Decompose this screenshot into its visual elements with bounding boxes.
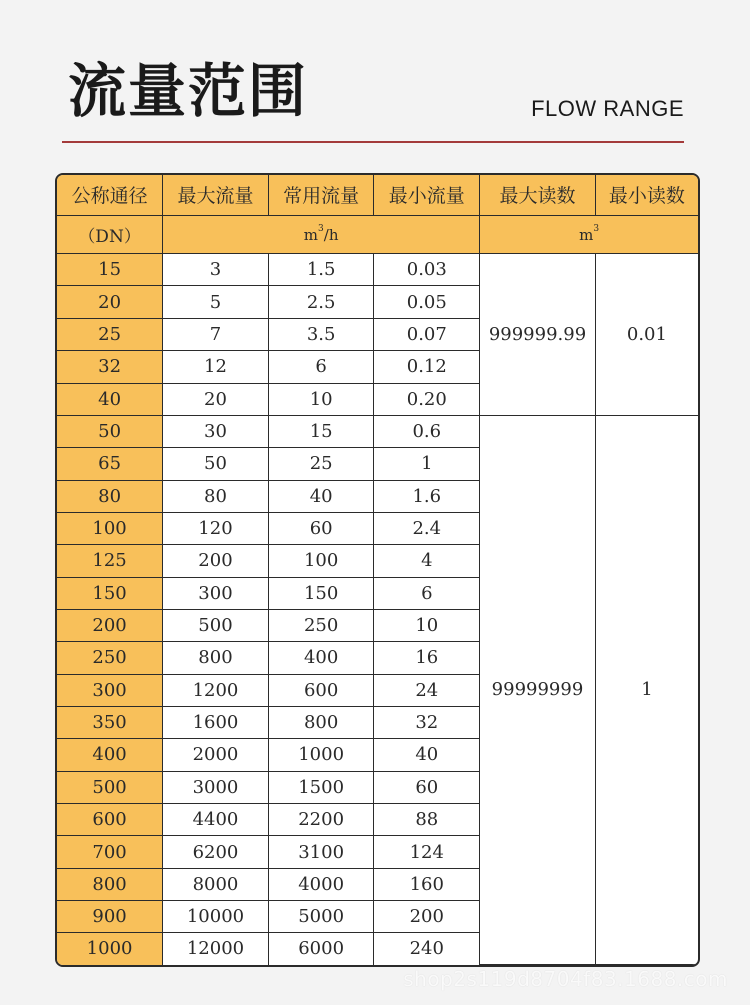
max-flow-cell: 2000 [163, 739, 269, 771]
flow-unit-base: m [303, 225, 319, 244]
common-flow-cell: 1.5 [268, 254, 374, 286]
min-flow-cell: 200 [374, 901, 480, 933]
max-flow-cell: 12 [163, 351, 269, 383]
common-flow-cell: 100 [268, 545, 374, 577]
flow-unit-exponent: 3 [318, 223, 324, 234]
max-reading-cell: 999999.99 [480, 254, 596, 416]
common-flow-cell: 2.5 [268, 286, 374, 318]
flow-range-table [57, 175, 698, 965]
min-reading-cell: 1 [595, 415, 698, 964]
dn-cell: 800 [57, 868, 163, 900]
common-flow-cell: 6 [268, 351, 374, 383]
min-flow-cell: 0.20 [374, 383, 480, 415]
min-flow-cell: 124 [374, 836, 480, 868]
dn-cell: 100 [57, 512, 163, 544]
min-flow-cell: 0.05 [374, 286, 480, 318]
max-flow-cell: 3000 [163, 771, 269, 803]
dn-cell: 25 [57, 318, 163, 350]
min-flow-cell: 10 [374, 609, 480, 641]
dn-cell: 40 [57, 383, 163, 415]
header-max-reading: 最大读数 [480, 175, 596, 215]
dn-cell: 700 [57, 836, 163, 868]
header-min-reading: 最小读数 [595, 175, 698, 215]
header-min-flow: 最小流量 [374, 175, 480, 215]
min-flow-cell: 240 [374, 933, 480, 965]
dn-cell: 400 [57, 739, 163, 771]
common-flow-cell: 15 [268, 415, 374, 447]
max-flow-cell: 50 [163, 448, 269, 480]
max-flow-cell: 1600 [163, 706, 269, 738]
dn-cell: 32 [57, 351, 163, 383]
reading-unit [480, 215, 698, 253]
table-row [57, 415, 698, 447]
flow-unit [163, 215, 480, 253]
min-flow-cell: 1 [374, 448, 480, 480]
max-flow-cell: 12000 [163, 933, 269, 965]
min-flow-cell: 60 [374, 771, 480, 803]
min-flow-cell: 1.6 [374, 480, 480, 512]
common-flow-cell: 3100 [268, 836, 374, 868]
max-flow-cell: 6200 [163, 836, 269, 868]
max-flow-cell: 120 [163, 512, 269, 544]
min-flow-cell: 0.07 [374, 318, 480, 350]
dn-cell: 15 [57, 254, 163, 286]
header-common-flow: 常用流量 [268, 175, 374, 215]
dn-cell: 65 [57, 448, 163, 480]
common-flow-cell: 60 [268, 512, 374, 544]
dn-cell: 150 [57, 577, 163, 609]
common-flow-cell: 250 [268, 609, 374, 641]
max-flow-cell: 300 [163, 577, 269, 609]
common-flow-cell: 5000 [268, 901, 374, 933]
title-divider [62, 141, 684, 143]
max-flow-cell: 3 [163, 254, 269, 286]
dn-cell: 1000 [57, 933, 163, 965]
max-reading-cell: 99999999 [480, 415, 596, 964]
page-subtitle: FLOW RANGE [531, 96, 684, 121]
dn-cell: 500 [57, 771, 163, 803]
dn-cell: 350 [57, 706, 163, 738]
dn-cell: 125 [57, 545, 163, 577]
max-flow-cell: 20 [163, 383, 269, 415]
dn-cell: 600 [57, 803, 163, 835]
dn-cell: 200 [57, 609, 163, 641]
header-nominal-diameter: 公称通径 [57, 175, 163, 215]
max-flow-cell: 1200 [163, 674, 269, 706]
max-flow-cell: 200 [163, 545, 269, 577]
dn-cell: 80 [57, 480, 163, 512]
header-dn-label: （DN） [57, 215, 163, 253]
min-flow-cell: 0.03 [374, 254, 480, 286]
min-flow-cell: 24 [374, 674, 480, 706]
max-flow-cell: 10000 [163, 901, 269, 933]
common-flow-cell: 2200 [268, 803, 374, 835]
flow-unit-suffix: /h [323, 225, 339, 244]
common-flow-cell: 600 [268, 674, 374, 706]
unit-row [57, 215, 698, 253]
dn-cell: 300 [57, 674, 163, 706]
min-flow-cell: 0.6 [374, 415, 480, 447]
max-flow-cell: 30 [163, 415, 269, 447]
common-flow-cell: 1500 [268, 771, 374, 803]
watermark: shop2s119d8704f83.1688.com [403, 967, 728, 991]
reading-unit-exponent: 3 [593, 223, 600, 234]
dn-cell: 50 [57, 415, 163, 447]
max-flow-cell: 8000 [163, 868, 269, 900]
reading-unit-base: m [579, 225, 594, 244]
max-flow-cell: 800 [163, 642, 269, 674]
min-flow-cell: 16 [374, 642, 480, 674]
min-reading-cell: 0.01 [595, 254, 698, 416]
min-flow-cell: 0.12 [374, 351, 480, 383]
max-flow-cell: 5 [163, 286, 269, 318]
common-flow-cell: 400 [268, 642, 374, 674]
min-flow-cell: 4 [374, 545, 480, 577]
header-row [57, 175, 698, 215]
min-flow-cell: 2.4 [374, 512, 480, 544]
common-flow-cell: 3.5 [268, 318, 374, 350]
common-flow-cell: 40 [268, 480, 374, 512]
min-flow-cell: 6 [374, 577, 480, 609]
common-flow-cell: 1000 [268, 739, 374, 771]
common-flow-cell: 6000 [268, 933, 374, 965]
common-flow-cell: 10 [268, 383, 374, 415]
min-flow-cell: 88 [374, 803, 480, 835]
max-flow-cell: 4400 [163, 803, 269, 835]
table-row [57, 254, 698, 286]
min-flow-cell: 160 [374, 868, 480, 900]
max-flow-cell: 80 [163, 480, 269, 512]
common-flow-cell: 150 [268, 577, 374, 609]
page-title: 流量范围 [68, 57, 309, 125]
dn-cell: 20 [57, 286, 163, 318]
header-max-flow: 最大流量 [163, 175, 269, 215]
dn-cell: 900 [57, 901, 163, 933]
common-flow-cell: 800 [268, 706, 374, 738]
min-flow-cell: 32 [374, 706, 480, 738]
max-flow-cell: 500 [163, 609, 269, 641]
min-flow-cell: 40 [374, 739, 480, 771]
common-flow-cell: 25 [268, 448, 374, 480]
common-flow-cell: 4000 [268, 868, 374, 900]
flow-range-table-container [55, 173, 700, 967]
max-flow-cell: 7 [163, 318, 269, 350]
dn-cell: 250 [57, 642, 163, 674]
